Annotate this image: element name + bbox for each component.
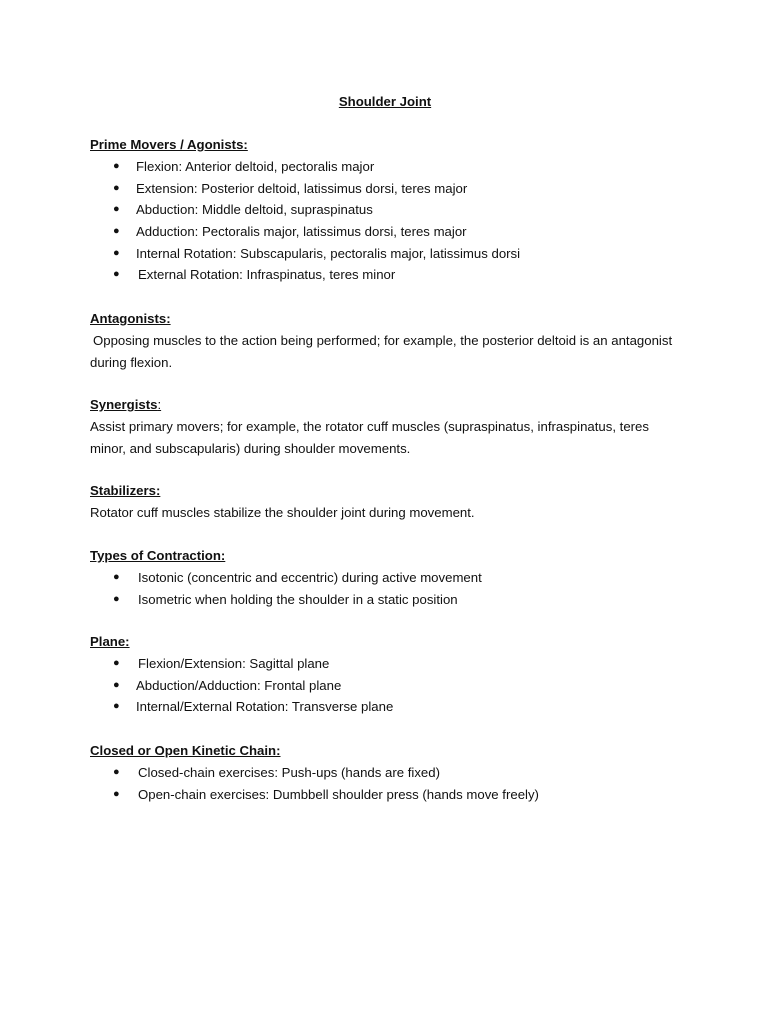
kinetic-chain-heading: Closed or Open Kinetic Chain: bbox=[90, 743, 281, 758]
bullet-icon: ● bbox=[113, 700, 120, 713]
bullet-icon: ● bbox=[113, 766, 120, 778]
stabilizers-text: Rotator cuff muscles stabilize the shoulder joint during movement. bbox=[90, 505, 475, 520]
plane-heading: Plane: bbox=[90, 634, 130, 649]
bullet-icon: ● bbox=[113, 181, 120, 194]
bullet-icon: ● bbox=[113, 268, 120, 281]
synergists-heading: Synergists: bbox=[90, 397, 162, 412]
prime-movers-heading: Prime Movers / Agonists: bbox=[90, 137, 248, 152]
bullet-icon: ● bbox=[113, 203, 120, 216]
antagonists-heading: Antagonists: bbox=[90, 311, 171, 326]
stabilizers-heading: Stabilizers: bbox=[90, 483, 161, 498]
document-page: Shoulder Joint Prime Movers / Agonists: ● Flexion: Anterior deltoid, pectoralis major ● Extension: Posterior deltoid, latissimus dorsi, teres major ● Abduction: Middle deltoid, supraspinatus ● Adduction: Pectoralis major, latissimus dorsi, teres major ● Internal Rotation: Subscapularis, pectoralis major, latissimus dorsi ● External Rotation: Infraspinatus, teres minor Antagonists: Opposing muscles to the action being performed; for example, the posterior deltoid is an antagonist during flexion. Synergists: Assist primary movers; for example, the rotator cuff muscles (supraspinatus, infraspinatus, teres minor, and subscapularis) during shoulder movements. Stabilizers: Rotator cuff muscles stabilize the shoulder joint during movement. Types of Contraction: ● Isotonic (concentric and eccentric) during active movement ● Isometric when holding the shoulder in a static position Plane: ● Flexion/Extension: Sagittal plane ● Abduction/Adduction: Frontal plane ● Internal/External Rotation: Transverse plane Closed or Open Kinetic Chain: ● Closed-chain exercises: Push-ups (hands are fixed) ● Open-chain exercises: Dumbbell shoulder press (hands move freely) bbox=[0, 0, 768, 1024]
bullet-icon: ● bbox=[113, 225, 120, 238]
antagonists-text: Opposing muscles to the action being performed; for example, the posterior deltoid is an antagonist during flexion. bbox=[90, 333, 673, 370]
bullet-icon: ● bbox=[113, 160, 120, 172]
document-title: Shoulder Joint bbox=[338, 94, 432, 109]
synergists-text: Assist primary movers; for example, the rotator cuff muscles (supraspinatus, infraspinatus, teres minor, and subscapularis) during shoulder movements. bbox=[90, 419, 649, 456]
bullet-icon: ● bbox=[113, 246, 120, 259]
bullet-icon: ● bbox=[113, 678, 120, 691]
bullet-icon: ● bbox=[113, 592, 120, 605]
bullet-icon: ● bbox=[113, 787, 120, 800]
contraction-heading: Types of Contraction: bbox=[90, 548, 226, 563]
bullet-icon: ● bbox=[113, 657, 120, 669]
bullet-icon: ● bbox=[113, 571, 120, 583]
